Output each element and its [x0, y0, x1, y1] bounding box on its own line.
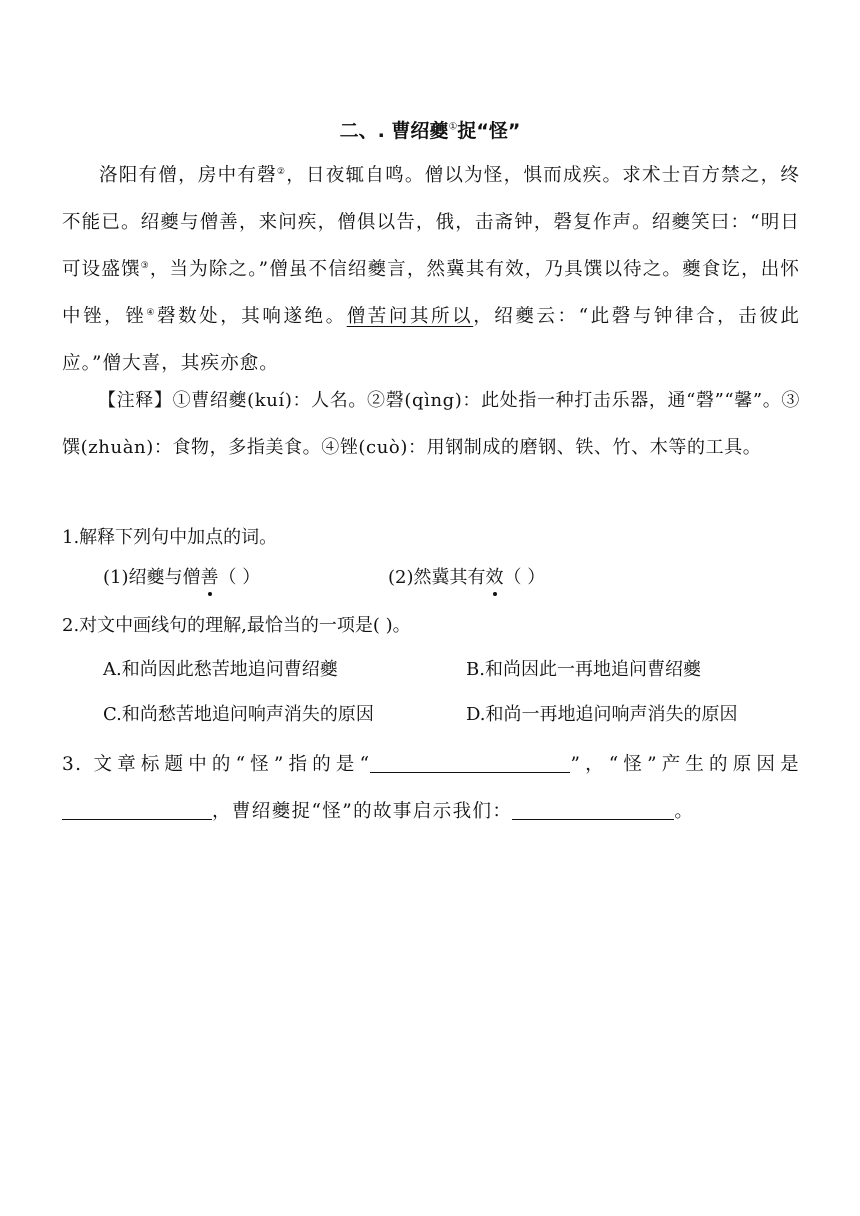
- footnote-mark-3: ③: [140, 260, 150, 271]
- option-c[interactable]: C.和尚愁苦地追问响声消失的原因: [103, 704, 374, 725]
- dotted-word-shan: 善: [200, 567, 219, 588]
- answer-line-3[interactable]: [512, 799, 674, 820]
- option-d[interactable]: D.和尚一再地追问响声消失的原因: [466, 704, 738, 725]
- answer-line-1[interactable]: [370, 752, 570, 773]
- title-text-tail: 捉“怪”: [457, 120, 521, 142]
- option-a[interactable]: A.和尚因此愁苦地追问曹绍夔: [103, 659, 338, 680]
- classical-passage: 洛阳有僧，房中有磬②，日夜辄自鸣。僧以为怪，惧而成疾。求术士百方禁之，终不能已。绍夔与僧善，来问疾，僧俱以告，俄，击斋钟，磬复作声。绍夔笑曰：“明日可设盛馔③，当为除之。”僧虽不信绍夔言，然冀其有效，乃具馔以待之。夔食讫，出怀中锉，锉④磬数处，其响遂绝。僧苦问其所以，绍夔云：“此磬与钟律合，击彼此应。”僧大喜，其疾亦愈。: [62, 165, 801, 374]
- answer-blank-1[interactable]: （ ）: [218, 567, 261, 588]
- dotted-word-xiao: 效: [485, 567, 504, 588]
- option-b[interactable]: B.和尚因此一再地追问曹绍夔: [466, 659, 701, 680]
- question-2-stem: 2.对文中画线句的理解,最恰当的一项是( )。: [62, 615, 411, 636]
- title-footnote-mark: ①: [448, 121, 458, 133]
- underlined-sentence: 僧苦问其所以: [346, 306, 474, 327]
- footnote-mark-4: ④: [146, 307, 157, 318]
- answer-line-2[interactable]: [62, 799, 212, 820]
- answer-blank-2[interactable]: （ ）: [503, 567, 546, 588]
- annotation-note: 【注释】①曹绍夔(kuí)：人名。②磬(qìng)：此处指一种打击乐器，通“磬”“馨”。③馔(zhuàn)：食物，多指美食。④锉(cuò)：用钢制成的磨钢、铁、竹、木等的工具。: [62, 390, 800, 458]
- title-text: 二、. 曹绍夔: [339, 120, 449, 142]
- section-title: [0, 116, 860, 143]
- question-1-item-a: (1)绍夔与僧善（ ）: [103, 567, 261, 588]
- question-1-stem: 1.解释下列句中加点的词。: [62, 527, 278, 548]
- question-1-item-b: (2)然冀其有效（ ）: [388, 567, 546, 588]
- footnote-mark-2: ②: [276, 166, 287, 177]
- question-3: 3. 文章标题中的“怪”指的是“ ”，“怪”产生的原因是，曹绍夔捉“怪”的故事启示我们： 。: [62, 754, 800, 822]
